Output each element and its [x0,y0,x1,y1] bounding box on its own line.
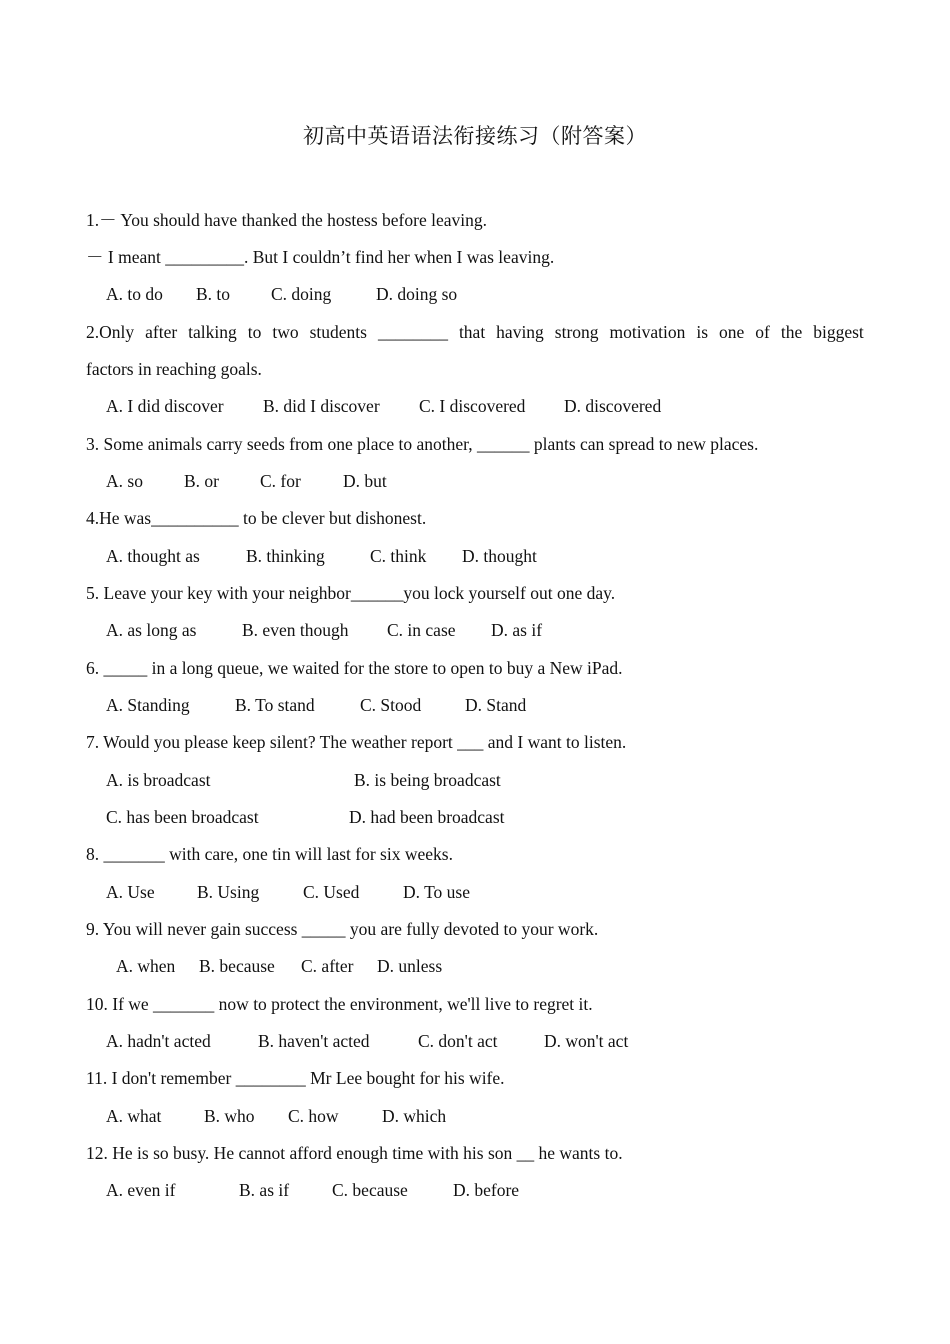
question-2-line-1 [86,320,864,344]
question-12-text: 12. He is so busy. He cannot afford enough time with his son __ he wants to. [86,1143,623,1163]
word: talking [188,322,237,342]
question-4-text: 4.He was__________ to be clever but dishonest. [86,508,427,528]
word: strong [554,322,599,342]
option-c: C. after [301,956,354,976]
option-a: A. so [106,471,143,491]
option-d: D. had been broadcast [349,807,505,827]
option-b: B. did I discover [263,396,380,416]
word: having [496,322,544,342]
option-b: B. thinking [246,546,325,566]
option-d: D. which [382,1106,447,1126]
option-c: C. has been broadcast [106,807,259,827]
option-a: A. to do [106,284,163,304]
word: students [309,322,367,342]
option-b: B. Using [197,882,260,902]
option-b: B. as if [239,1180,290,1200]
option-c: C. in case [387,620,456,640]
option-c: C. how [288,1106,339,1126]
option-c: C. doing [271,284,332,304]
option-b: B. haven't acted [258,1031,370,1051]
word: that [458,322,486,342]
word: ________ [377,322,448,342]
option-a: A. what [106,1106,162,1126]
question-7-text: 7. Would you please keep silent? The weather report ___ and I want to listen. [86,732,627,752]
word: one [719,322,745,342]
word: the [780,322,803,342]
option-d: D. thought [462,546,537,566]
page-title: 初高中英语语法衔接练习（附答案） [303,124,647,148]
option-b: B. because [199,956,275,976]
option-d: D. before [453,1180,520,1200]
option-c: C. Stood [360,695,422,715]
word: of [755,322,770,342]
question-9-text: 9. You will never gain success _____ you are fully devoted to your work. [86,919,599,939]
option-b: B. To stand [235,695,315,715]
option-d: D. discovered [564,396,662,416]
option-a: A. thought as [106,546,200,566]
option-b: B. or [184,471,219,491]
option-d: D. won't act [544,1031,629,1051]
question-11-text: 11. I don't remember ________ Mr Lee bought for his wife. [86,1068,505,1088]
option-a: A. Standing [106,695,190,715]
option-c: C. think [370,546,427,566]
option-a: A. is broadcast [106,770,211,790]
option-a: A. when [116,956,176,976]
question-8-text: 8. _______ with care, one tin will last for six weeks. [86,844,453,864]
option-d: D. but [343,471,387,491]
question-2-line-2: factors in reaching goals. [86,359,262,379]
option-c: C. because [332,1180,408,1200]
question-1-line-1: 1.－ You should have thanked the hostess before leaving. [86,210,487,230]
option-c: C. for [260,471,301,491]
option-b: B. who [204,1106,255,1126]
option-a: A. Use [106,882,155,902]
option-d: D. as if [491,620,543,640]
word: 2.Only [86,322,135,342]
question-3-text: 3. Some animals carry seeds from one place to another, ______ plants can spread to new places. [86,434,759,454]
option-c: C. I discovered [419,396,526,416]
option-d: D. doing so [376,284,458,304]
option-b: B. is being broadcast [354,770,501,790]
option-c: C. don't act [418,1031,498,1051]
option-a: A. as long as [106,620,197,640]
word: after [145,322,178,342]
word: to [247,322,262,342]
option-d: D. unless [377,956,443,976]
option-b: B. to [196,284,231,304]
option-a: A. hadn't acted [106,1031,211,1051]
option-b: B. even though [242,620,349,640]
word: two [272,322,299,342]
option-a: A. I did discover [106,396,224,416]
question-5-text: 5. Leave your key with your neighbor______you lock yourself out one day. [86,583,616,603]
question-1-line-2: － I meant _________. But I couldn’t find her when I was leaving. [86,247,555,267]
word: biggest [813,322,864,342]
option-d: D. To use [403,882,470,902]
option-a: A. even if [106,1180,176,1200]
word: is [696,322,709,342]
word: motivation [609,322,686,342]
question-10-text: 10. If we _______ now to protect the environment, we'll live to regret it. [86,994,593,1014]
question-6-text: 6. _____ in a long queue, we waited for the store to open to buy a New iPad. [86,658,623,678]
option-d: D. Stand [465,695,527,715]
option-c: C. Used [303,882,360,902]
